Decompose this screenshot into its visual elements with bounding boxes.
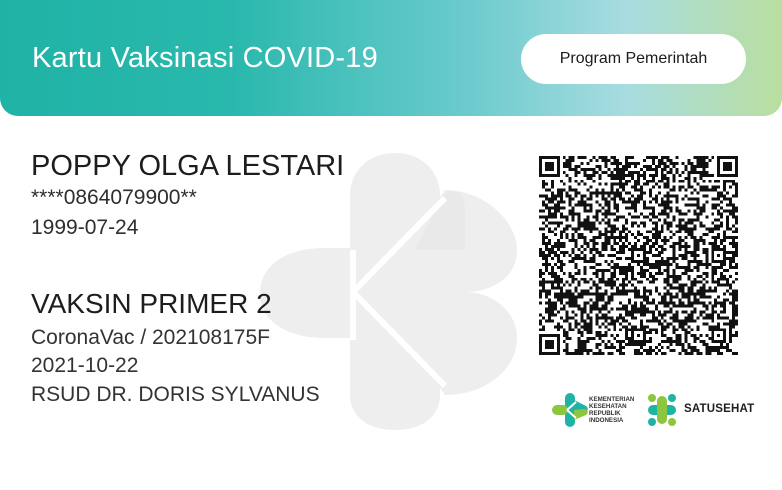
kemenkes-line: INDONESIA bbox=[589, 417, 624, 424]
kemenkes-line: REPUBLIK bbox=[589, 410, 621, 417]
kemenkes-logo-icon bbox=[550, 392, 590, 428]
vaccination-facility: RSUD DR. DORIS SYLVANUS bbox=[31, 383, 320, 406]
vaccine-dose: VAKSIN PRIMER 2 bbox=[31, 288, 272, 319]
satusehat-logo-icon bbox=[644, 392, 680, 428]
card-header bbox=[0, 0, 782, 116]
card-title: Kartu Vaksinasi COVID-19 bbox=[32, 42, 378, 74]
kemenkes-line: KEMENTERIAN bbox=[589, 396, 635, 403]
holder-nik: ****0864079900** bbox=[31, 186, 197, 209]
holder-birth-date: 1999-07-24 bbox=[31, 216, 139, 239]
satusehat-logo-text: SATUSEHAT bbox=[684, 403, 755, 415]
vaccine-batch: CoronaVac / 202108175F bbox=[31, 326, 270, 349]
kemenkes-line: KESEHATAN bbox=[589, 403, 627, 410]
qr-code[interactable] bbox=[539, 156, 738, 355]
kemenkes-logo-text bbox=[589, 396, 634, 424]
holder-name: POPPY OLGA LESTARI bbox=[31, 150, 345, 182]
program-pemerintah-badge[interactable]: Program Pemerintah bbox=[521, 34, 746, 84]
vaccination-date: 2021-10-22 bbox=[31, 354, 139, 377]
